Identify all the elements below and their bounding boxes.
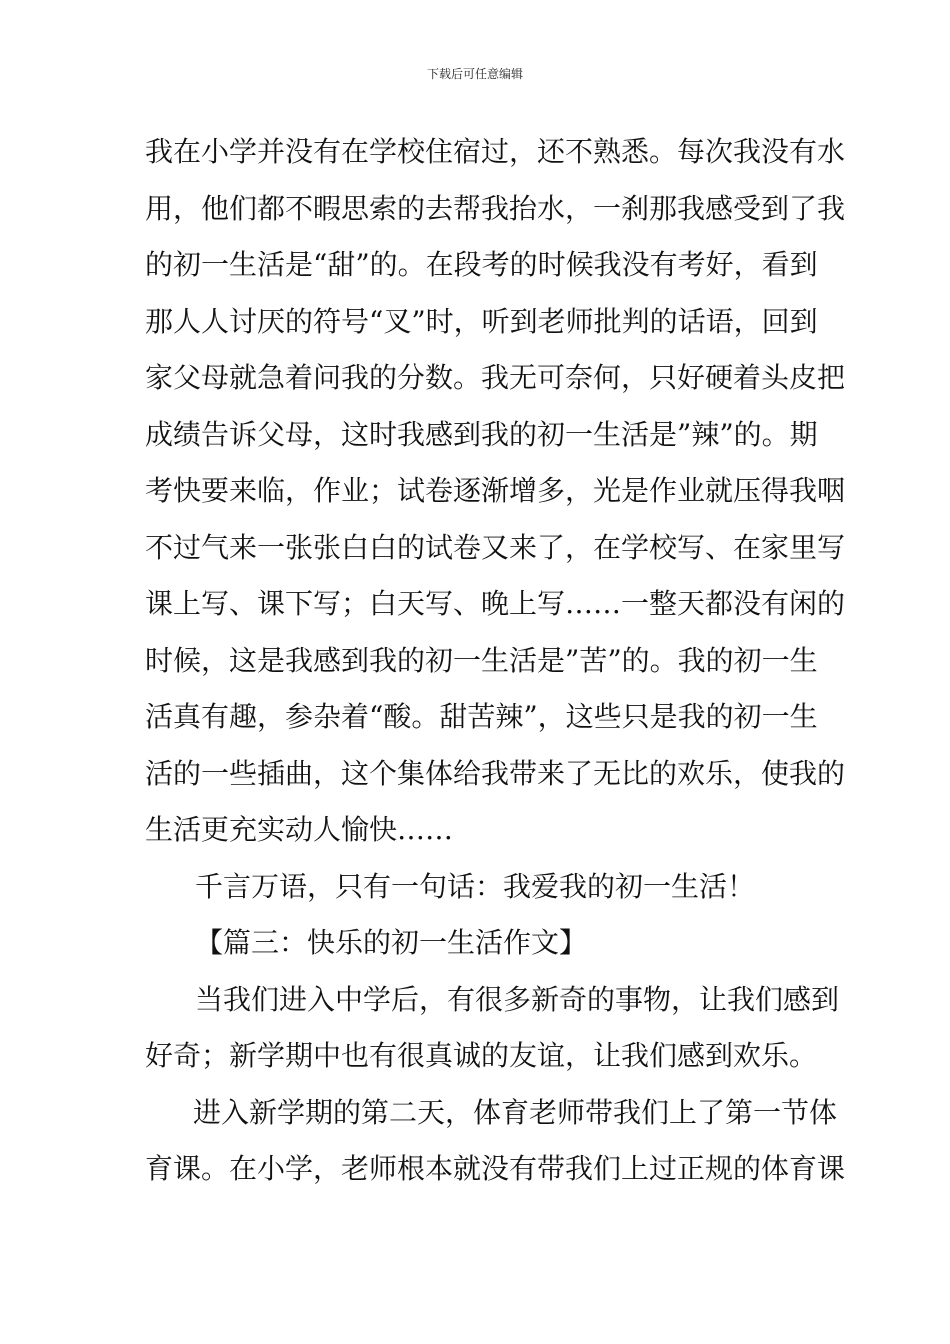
text-line: 当我们进入中学后，有很多新奇的事物，让我们感到: [195, 982, 840, 1016]
text-line: 家父母就急着问我的分数。我无可奈何，只好硬着头皮把: [145, 361, 846, 394]
section-heading: 【篇三：快乐的初一生活作文】: [195, 926, 588, 959]
text-line: 育课。在小学，老师根本就没有带我们上过正规的体育课: [145, 1152, 846, 1185]
text-line: 我在小学并没有在学校住宿过，还不熟悉。每次我没有水: [145, 135, 846, 168]
text-line: 时候，这是我感到我的初一生活是”苦”的。我的初一生: [145, 643, 818, 677]
text-line: 千言万语，只有一句话：我爱我的初一生活！: [195, 869, 756, 903]
text-line: 活的一些插曲，这个集体给我带来了无比的欢乐，使我的: [145, 756, 846, 790]
text-line: 那人人讨厌的符号“叉”时，听到老师批判的话语，回到: [145, 304, 818, 338]
text-line: 生活更充实动人愉快……: [145, 813, 454, 846]
document-body: [145, 124, 846, 1198]
text-line: 用，他们都不暇思索的去帮我抬水，一刹那我感受到了我: [145, 191, 846, 225]
page-header: 下载后可任意编辑: [426, 67, 523, 81]
text-line: 成绩告诉父母，这时我感到我的初一生活是”辣”的。期: [145, 417, 818, 451]
text-line: 课上写、课下写；白天写、晚上写……一整天都没有闲的: [145, 587, 846, 620]
text-line: 进入新学期的第二天，体育老师带我们上了第一节体: [193, 1095, 838, 1129]
text-line: 活真有趣，参杂着“酸。甜苦辣”，这些只是我的初一生: [145, 700, 818, 733]
text-line: 好奇；新学期中也有很真诚的友谊，让我们感到欢乐。: [145, 1039, 818, 1072]
text-line: 的初一生活是“甜”的。在段考的时候我没有考好，看到: [145, 248, 818, 281]
text-line: 考快要来临，作业；试卷逐渐增多，光是作业就压得我咽: [145, 474, 846, 507]
text-line: 不过气来一张张白白的试卷又来了，在学校写、在家里写: [145, 530, 846, 564]
